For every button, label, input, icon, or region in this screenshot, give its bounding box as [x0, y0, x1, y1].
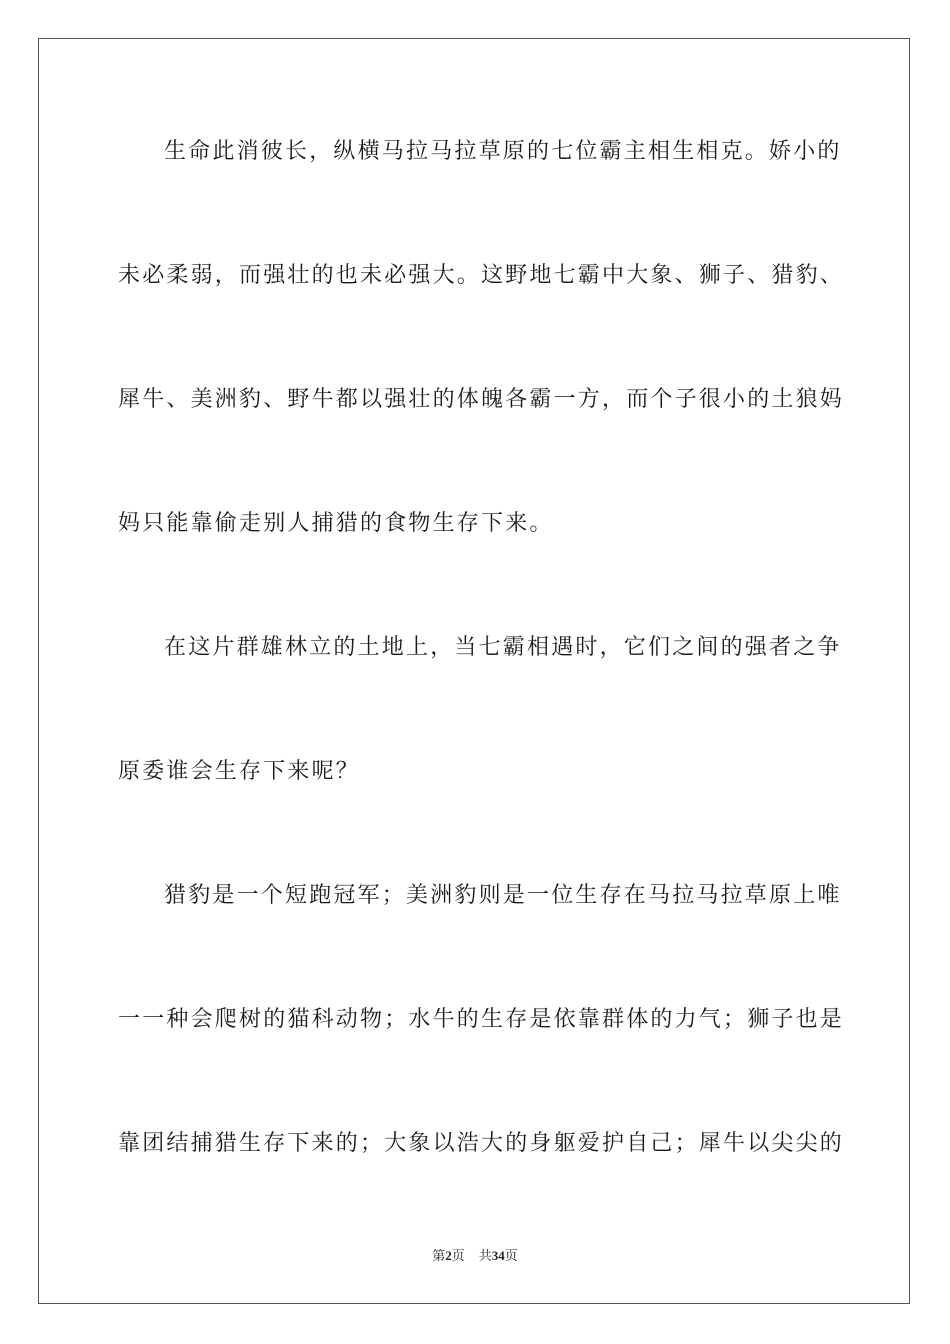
paragraph-3-line-1: 猎豹是一个短跑冠军；美洲豹则是一位生存在马拉马拉草原上唯 — [164, 883, 842, 908]
paragraph-1-line-2: 未必柔弱，而强壮的也未必强大。这野地七霸中大象、狮子、猎豹、 — [118, 263, 845, 288]
total-prefix: 共 — [478, 1249, 492, 1264]
page-suffix: 页 — [451, 1249, 465, 1264]
page-number: 2 — [445, 1248, 452, 1263]
paragraph-3-line-3: 靠团结捕猎生存下来的；大象以浩大的身躯爱护自己；犀牛以尖尖的 — [118, 1131, 845, 1156]
paragraph-1-line-3: 犀牛、美洲豹、野牛都以强壮的体魄各霸一方，而个子很小的土狼妈 — [118, 387, 845, 412]
total-suffix: 页 — [504, 1249, 518, 1264]
paragraph-2-line-2: 原委谁会生存下来呢？ — [118, 759, 361, 784]
paragraph-1-line-4: 妈只能靠偷走别人捕猎的食物生存下来。 — [118, 511, 554, 536]
total-pages: 34 — [491, 1248, 505, 1263]
page-border — [38, 38, 910, 1304]
page-footer — [0, 1247, 950, 1266]
paragraph-3-line-2: 一一种会爬树的猫科动物；水牛的生存是依靠群体的力气；狮子也是 — [118, 1007, 845, 1032]
paragraph-2-line-1: 在这片群雄林立的土地上，当七霸相遇时，它们之间的强者之争 — [164, 635, 842, 660]
paragraph-1-line-1: 生命此消彼长，纵横马拉马拉草原的七位霸主相生相克。娇小的 — [164, 139, 842, 164]
page-prefix: 第 — [432, 1249, 446, 1264]
